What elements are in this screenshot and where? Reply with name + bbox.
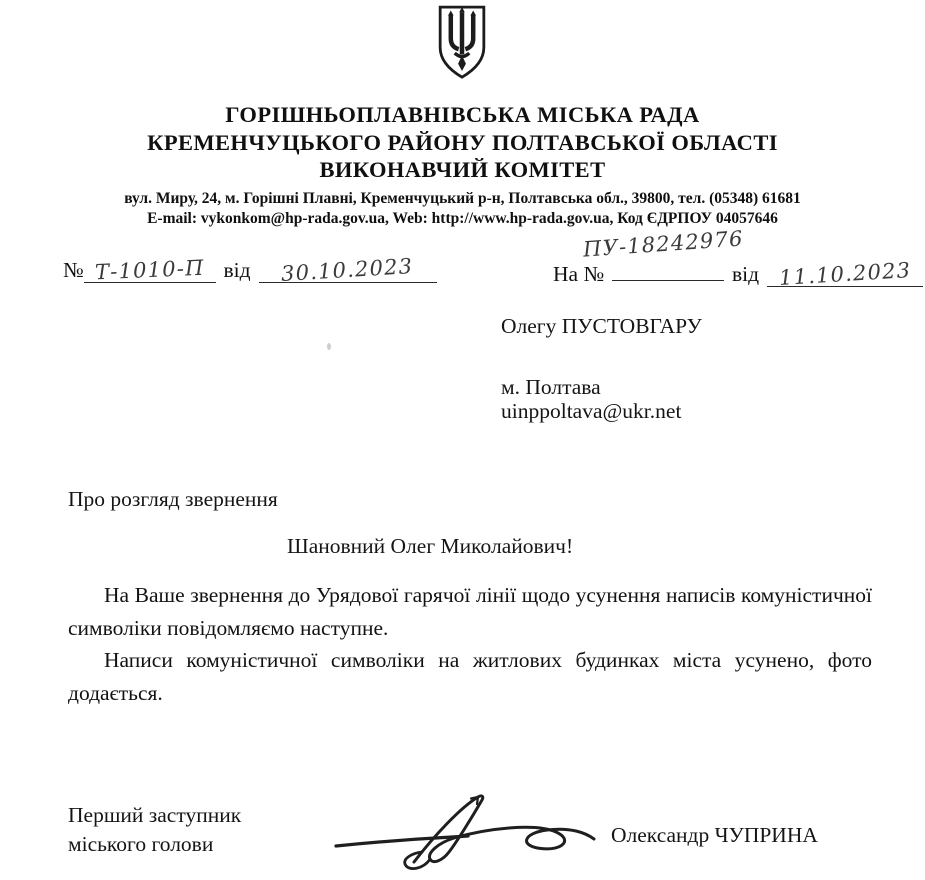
signer-title — [68, 801, 241, 859]
incoming-number-label: На № — [553, 262, 604, 286]
outgoing-date-handwritten: 30.10.2023 — [280, 253, 415, 287]
contacts-line: E-mail: vykonkom@hp-rada.gov.ua, Web: http://www.hp-rada.gov.ua, Код ЄДРПОУ 04057646 — [147, 210, 778, 227]
salutation-line: Шановний Олег Миколайович! — [287, 534, 574, 558]
outgoing-number-line — [84, 255, 216, 285]
outgoing-date-line — [259, 253, 437, 287]
outgoing-date-label: від — [223, 258, 251, 282]
body-paragraph-1: На Ваше звернення до Урядової гарячої лінії щодо усунення написів комуністичної символіки повідомляємо наступне. — [68, 583, 872, 640]
outgoing-number-label: № — [63, 258, 84, 282]
recipient-city: м. Полтава — [501, 375, 601, 399]
handwritten-signature-icon — [330, 788, 605, 876]
recipient-name: Олегу ПУСТОВГАРУ — [501, 314, 702, 338]
org-name-line1: ГОРІШНЬОПЛАВНІВСЬКА МІСЬКА РАДА — [225, 102, 700, 127]
incoming-date-line — [767, 257, 923, 291]
address-line: вул. Миру, 24, м. Горішні Плавні, Кременчуцький р-н, Полтавська обл., 39800, тел. (05348) 61681 — [124, 190, 801, 207]
body-paragraph-2: Написи комуністичної символіки на житлових будинках міста усунено, фото додається. — [68, 648, 872, 705]
signer-name: Олександр ЧУПРИНА — [611, 823, 818, 847]
incoming-reference — [553, 257, 923, 291]
ukraine-trident-emblem-icon — [434, 3, 490, 83]
incoming-date-handwritten: 11.10.2023 — [778, 257, 912, 291]
signer-title-line1: Перший заступник — [68, 803, 242, 827]
org-name-line3: ВИКОНАВЧИЙ КОМІТЕТ — [319, 157, 606, 182]
incoming-number-handwritten: ПУ-18242976 — [582, 226, 745, 262]
outgoing-reference — [63, 253, 437, 287]
incoming-date-label: від — [731, 262, 760, 286]
signer-title-line2: міського голови — [68, 832, 214, 856]
scan-speck-artifact — [327, 343, 331, 350]
outgoing-number-handwritten: Т-1010-П — [94, 255, 205, 285]
org-name-line2: КРЕМЕНЧУЦЬКОГО РАЙОНУ ПОЛТАВСЬКОЇ ОБЛАСТІ — [147, 129, 778, 155]
letter-body — [68, 579, 872, 709]
recipient-email: uinppoltava@ukr.net — [501, 399, 682, 423]
letterhead — [0, 101, 925, 184]
subject-line: Про розгляд звернення — [68, 487, 278, 511]
incoming-number-blank-line — [612, 258, 724, 281]
letterhead-contacts — [0, 189, 925, 229]
